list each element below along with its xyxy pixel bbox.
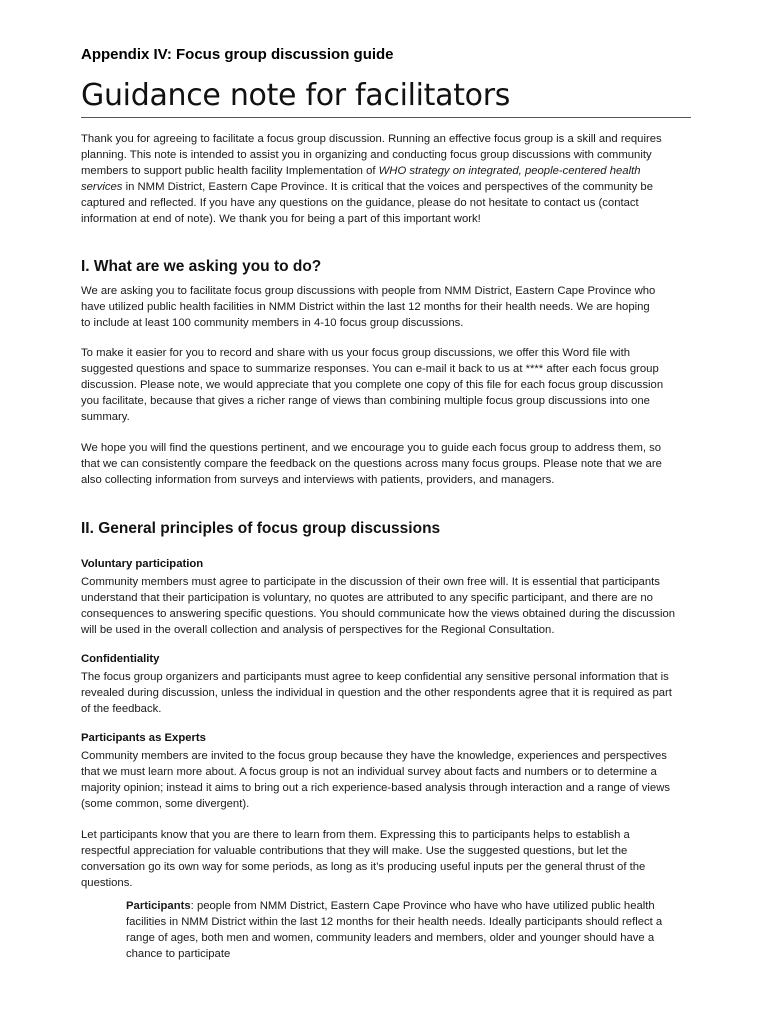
confidentiality-paragraph: The focus group organizers and participants must agree to keep confidential any sensitive personal information that is revealed during discussion, unless the individual in question and the other respondents agree that it is required as part of the feedback.	[81, 671, 672, 715]
participants-as-experts-paragraph-1: Community members are invited to the focus group because they have the knowledge, experiences and perspectives that we must learn more about. A focus group is not an individual survey about facts and numbers or to determine a majority opinion; instead it aims to bring out a rich experience-based analysis through interaction and a range of views (some common, some divergent).	[81, 750, 671, 810]
intro-line: captured and reflected. If you have any questions on the guidance, please do not hesitate to contact us (contact	[81, 197, 639, 209]
section-2-heading: II. General principles of focus group discussions	[81, 520, 441, 537]
section-1-paragraph-1: We are asking you to facilitate focus group discussions with people from NMM District, Eastern Cape Province who have utilized public health facilities in NMM District within the last 12 months for their health needs. We are hoping to include at least 100 community members in 4-10 focus group discussions.	[81, 285, 656, 329]
intro-paragraph	[81, 131, 691, 227]
section-1-paragraph-3: We hope you will find the questions pertinent, and we encourage you to guide each focus group to address them, so that we can consistently compare the feedback on the questions across many focus groups. Please note that we are also collecting information from surveys and interviews with patients, providers, and managers.	[81, 442, 662, 486]
page-title: Guidance note for facilitators	[81, 78, 511, 113]
confidentiality-heading: Confidentiality	[81, 653, 160, 665]
strategy-title-end: services	[81, 181, 123, 193]
appendix-heading: Appendix IV: Focus group discussion guide	[81, 46, 394, 63]
section-1-heading: I. What are we asking you to do?	[81, 258, 322, 275]
intro-line: services in NMM District, Eastern Cape Province. It is critical that the voices and perspectives of the community be	[81, 181, 653, 193]
strategy-title: WHO strategy on integrated, people-centered health	[378, 165, 641, 177]
participants-paragraph: Participants: people from NMM District, Eastern Cape Province who have who have utilized public health facilities in NMM District within the last 12 months for their health needs. Ideally participants should reflect a range of ages, both men and women, community leaders and members, older and younger should have a chance to participate	[126, 900, 663, 960]
intro-line: planning. This note is intended to assist you in organizing and conducting focus group discussions with community	[81, 149, 652, 161]
section-1-paragraph-2: To make it easier for you to record and share with us your focus group discussions, we offer this Word file with suggested questions and space to summarize responses. You can e-mail it back to us at **** after each focus group discussion. Please note, we would appreciate that you complete one copy of this file for each focus group discussion you facilitate, because that gives a richer range of views than combining multiple focus group discussions into one summary.	[81, 347, 664, 423]
participants-as-experts-paragraph-2: Let participants know that you are there to learn from them. Expressing this to participants helps to establish a respectful appreciation for valuable contributions that they will make. Use the suggested questions, but let the conversation go its own way for some periods, as long as it’s producing useful inputs per the general thrust of the questions.	[81, 829, 646, 889]
participants-as-experts-heading: Participants as Experts	[81, 732, 206, 744]
intro-line: members to support public health facility Implementation of WHO strategy on integrated, people-centered health	[81, 165, 641, 177]
voluntary-participation-paragraph: Community members must agree to participate in the discussion of their own free will. It is essential that participants understand that their participation is voluntary, no quotes are attributed to any specific participant, and there are no consequences to answering specific questions. You should communicate how the views obtained during the discussion will be used in the overall collection and analysis of perspectives for the Regional Consultation.	[81, 576, 676, 636]
voluntary-participation-heading: Voluntary participation	[81, 558, 204, 570]
title-rule	[81, 117, 691, 118]
intro-line: information at end of note). We thank you for being a part of this important work!	[81, 213, 481, 225]
participants-label: Participants	[126, 900, 191, 912]
intro-line: Thank you for agreeing to facilitate a focus group discussion. Running an effective focus group is a skill and requires	[81, 133, 662, 145]
